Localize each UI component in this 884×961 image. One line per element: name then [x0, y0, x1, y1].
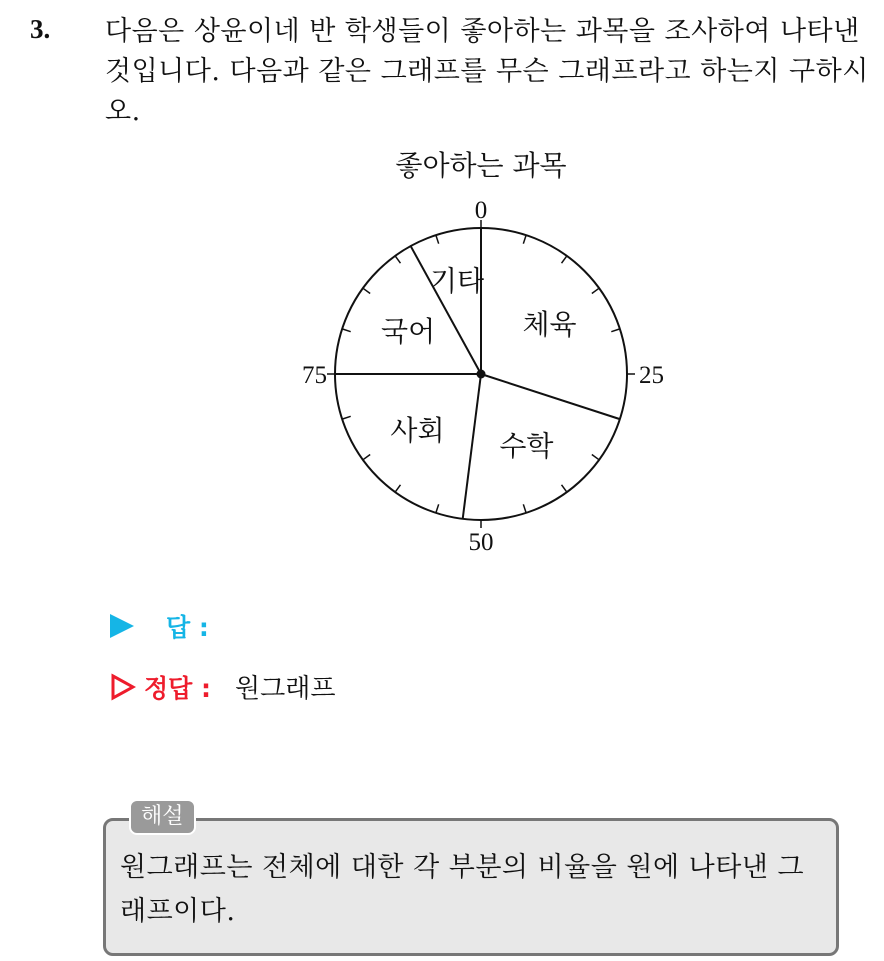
- scale-tick-12: [395, 485, 400, 492]
- chart-title: 좋아하는 과목: [395, 149, 567, 182]
- slice-label-3: 국어: [381, 314, 436, 348]
- correct-answer-label: 정답 :: [144, 673, 212, 703]
- correct-answer-value: 원그래프: [235, 674, 336, 704]
- scale-tick-1: [523, 235, 526, 244]
- question-number: 3.: [30, 14, 51, 44]
- scale-tick-4: [611, 329, 620, 332]
- scale-tick-8: [562, 485, 567, 492]
- scale-label-25: 25: [639, 362, 664, 389]
- question-text: 다음은 상윤이네 반 학생들이 좋아하는 과목을 조사하여 나타낸 것입니다. 다음과 같은 그래프를 무슨 그래프라고 하는지 구하시오.: [105, 16, 869, 127]
- pie-center-dot: [477, 370, 486, 379]
- slice-boundary-2: [463, 374, 481, 519]
- pie-chart: [280, 140, 700, 570]
- slice-label-4: 기타: [429, 264, 485, 298]
- slice-label-2: 사회: [390, 413, 445, 447]
- filled-triangle-icon: [110, 614, 134, 638]
- outline-triangle-icon: [110, 673, 136, 701]
- scale-tick-9: [523, 504, 526, 513]
- scale-tick-14: [342, 416, 351, 419]
- scale-label-0: 0: [474, 197, 488, 224]
- scale-label-75: 75: [302, 362, 327, 389]
- pie-chart-svg: [280, 140, 700, 570]
- scale-tick-19: [436, 235, 439, 244]
- explanation-text: 원그래프는 전체에 대한 각 부분의 비율을 원에 나타낸 그래프이다.: [120, 852, 805, 927]
- slice-label-0: 체육: [522, 308, 577, 342]
- scale-tick-2: [562, 256, 567, 263]
- slice-boundary-1: [481, 374, 620, 419]
- scale-tick-17: [363, 288, 370, 293]
- scale-tick-7: [592, 455, 599, 460]
- scale-label-50: 50: [468, 529, 494, 556]
- explanation-tag: 해설: [129, 799, 196, 835]
- scale-tick-16: [342, 329, 351, 332]
- correct-answer-row: [110, 668, 335, 705]
- slice-label-1: 수학: [499, 429, 554, 463]
- scale-tick-3: [592, 288, 599, 293]
- scale-tick-18: [395, 256, 400, 263]
- scale-tick-11: [436, 504, 439, 513]
- answer-label: 답 :: [166, 613, 209, 642]
- scale-tick-13: [363, 455, 370, 460]
- answer-row: [110, 608, 233, 644]
